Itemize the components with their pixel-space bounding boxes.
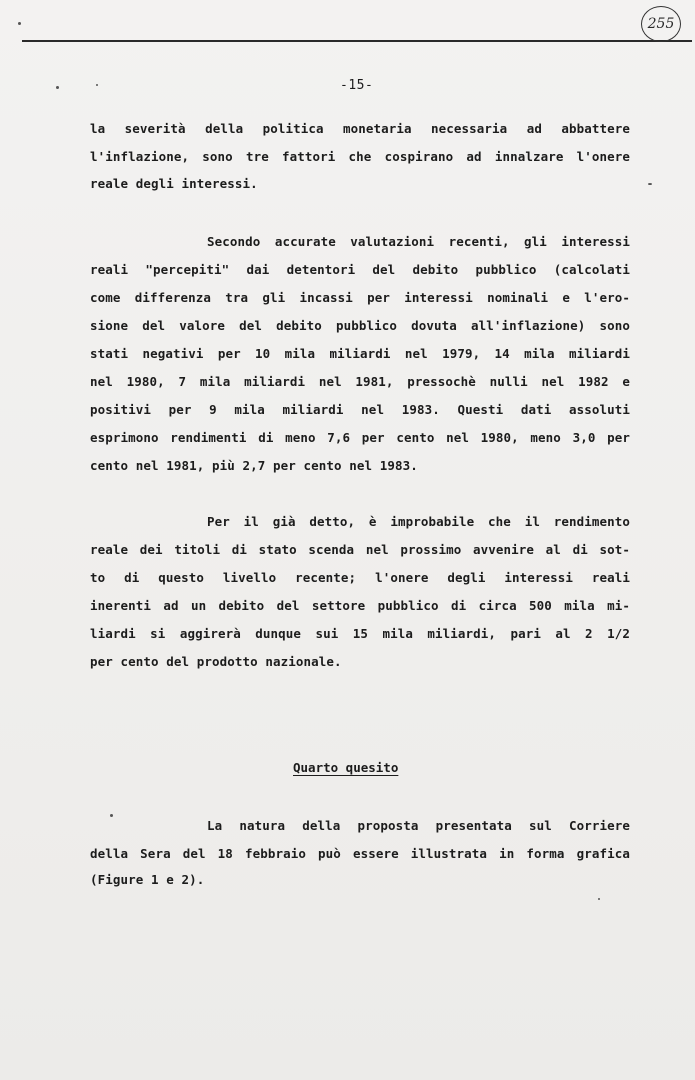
paragraph-3-line-2: reale dei titoli di stato scenda nel prossimo avvenire al di sot- [90,542,630,557]
paragraph-3-line-3: to di questo livello recente; l'onere degli interessi reali [90,570,630,585]
paragraph-3-line-1: Per il già detto, è improbabile che il rendimento [207,514,630,529]
scan-speck [110,814,113,817]
paragraph-4-line-1: La natura della proposta presentata sul Corriere [207,818,630,833]
paragraph-3-line-6: per cento del prodotto nazionale. [90,654,342,669]
scan-speck [56,86,59,89]
page-number: -15- [340,78,374,93]
paragraph-2-line-1: Secondo accurate valutazioni recenti, gli interessi [207,234,630,249]
paragraph-1-line-3: reale degli interessi. [90,176,258,191]
section-heading: Quarto quesito [293,760,399,775]
top-rule-divider [22,40,692,42]
paragraph-2-line-3: come differenza tra gli incassi per interessi nominali e l'ero- [90,290,630,305]
paragraph-2-line-4: sione del valore del debito pubblico dovuta all'inflazione) sono [90,318,630,333]
paragraph-3-line-5: liardi si aggirerà dunque sui 15 mila miliardi, pari al 2 1/2 [90,626,630,641]
paragraph-4-line-3: (Figure 1 e 2). [90,872,205,887]
paragraph-2-line-9: cento nel 1981, più 2,7 per cento nel 1983. [90,458,418,473]
paragraph-2-line-8: esprimono rendimenti di meno 7,6 per cento nel 1980, meno 3,0 per [90,430,630,445]
paragraph-2-line-6: nel 1980, 7 mila miliardi nel 1981, pressochè nulli nel 1982 e [90,374,630,389]
scan-speck [18,22,21,25]
scan-speck [96,84,98,86]
paragraph-1-line-1: la severità della politica monetaria necessaria ad abbattere [90,121,630,136]
paragraph-2-line-7: positivi per 9 mila miliardi nel 1983. Questi dati assoluti [90,402,630,417]
paragraph-4-line-2: della Sera del 18 febbraio può essere illustrata in forma grafica [90,846,630,861]
scan-speck [648,183,652,185]
paragraph-1-line-2: l'inflazione, sono tre fattori che cospirano ad innalzare l'onere [90,149,630,164]
paragraph-3-line-4: inerenti ad un debito del settore pubblico di circa 500 mila mi- [90,598,630,613]
paragraph-2-line-5: stati negativi per 10 mila miliardi nel 1979, 14 mila miliardi [90,346,630,361]
scan-speck [598,898,600,900]
page-stamp: 255 [641,6,681,42]
paragraph-2-line-2: reali "percepiti" dai detentori del debito pubblico (calcolati [90,262,630,277]
